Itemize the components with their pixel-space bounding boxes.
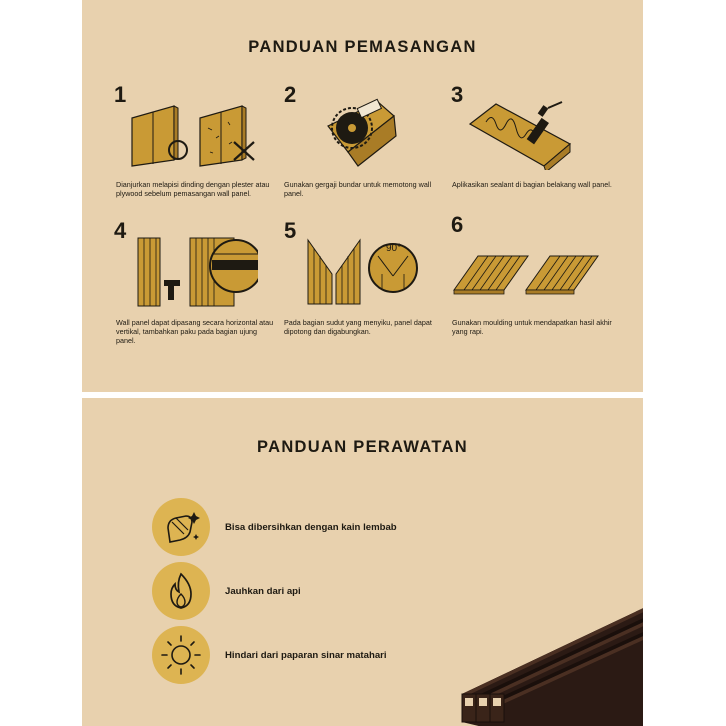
step-3-text: Aplikasikan sealant di bagian belakang wall panel. xyxy=(452,180,612,189)
care-item-fire-text: Jauhkan dari api xyxy=(225,586,301,597)
step-4-number: 4 xyxy=(114,218,127,243)
step-3-number: 3 xyxy=(451,82,464,107)
step-2-text: Gunakan gergaji bundar untuk memotong wall panel. xyxy=(284,180,432,198)
care-item-cleaning-text: Bisa dibersihkan dengan kain lembab xyxy=(225,522,397,533)
installation-guide-panel xyxy=(82,0,643,392)
step-5-number: 5 xyxy=(284,218,297,243)
cleaning-cloth-icon xyxy=(152,498,210,556)
care-item-cleaning-circle xyxy=(152,498,210,556)
care-title: PANDUAN PERAWATAN xyxy=(257,438,468,456)
care-item-sun-text: Hindari dari paparan sinar matahari xyxy=(225,650,387,661)
step-1-number: 1 xyxy=(114,82,127,107)
sealant-application-illustration xyxy=(466,100,574,170)
moulding-finish-illustration xyxy=(452,254,602,296)
step-2-number: 2 xyxy=(284,82,297,107)
sun-icon xyxy=(152,626,210,684)
circular-saw-illustration xyxy=(318,96,408,176)
step-6-number: 6 xyxy=(451,212,464,237)
fire-icon xyxy=(152,562,210,620)
step-6-text: Gunakan moulding untuk mendapatkan hasil akhir yang rapi. xyxy=(452,318,612,336)
corner-miter-illustration xyxy=(306,234,420,308)
nail-gun-panel-illustration xyxy=(136,236,258,308)
step-5-text: Pada bagian sudut yang menyiku, panel dapat dipotong dan digabungkan. xyxy=(284,318,432,336)
care-guide-panel xyxy=(82,398,643,726)
care-item-sun-circle xyxy=(152,626,210,684)
step-4-text: Wall panel dapat dipasang secara horizontal atau vertikal, tambahkan paku pada bagian ujung panel. xyxy=(116,318,274,345)
step-1-text: Dianjurkan melapisi dinding dengan plester atau plywood sebelum pemasangan wall panel. xyxy=(116,180,270,198)
installation-title: PANDUAN PEMASANGAN xyxy=(248,38,477,56)
wall-plaster-illustration xyxy=(128,98,268,170)
wall-panel-product-image xyxy=(452,594,643,726)
angle-label: 90° xyxy=(386,243,402,254)
care-item-fire-circle xyxy=(152,562,210,620)
